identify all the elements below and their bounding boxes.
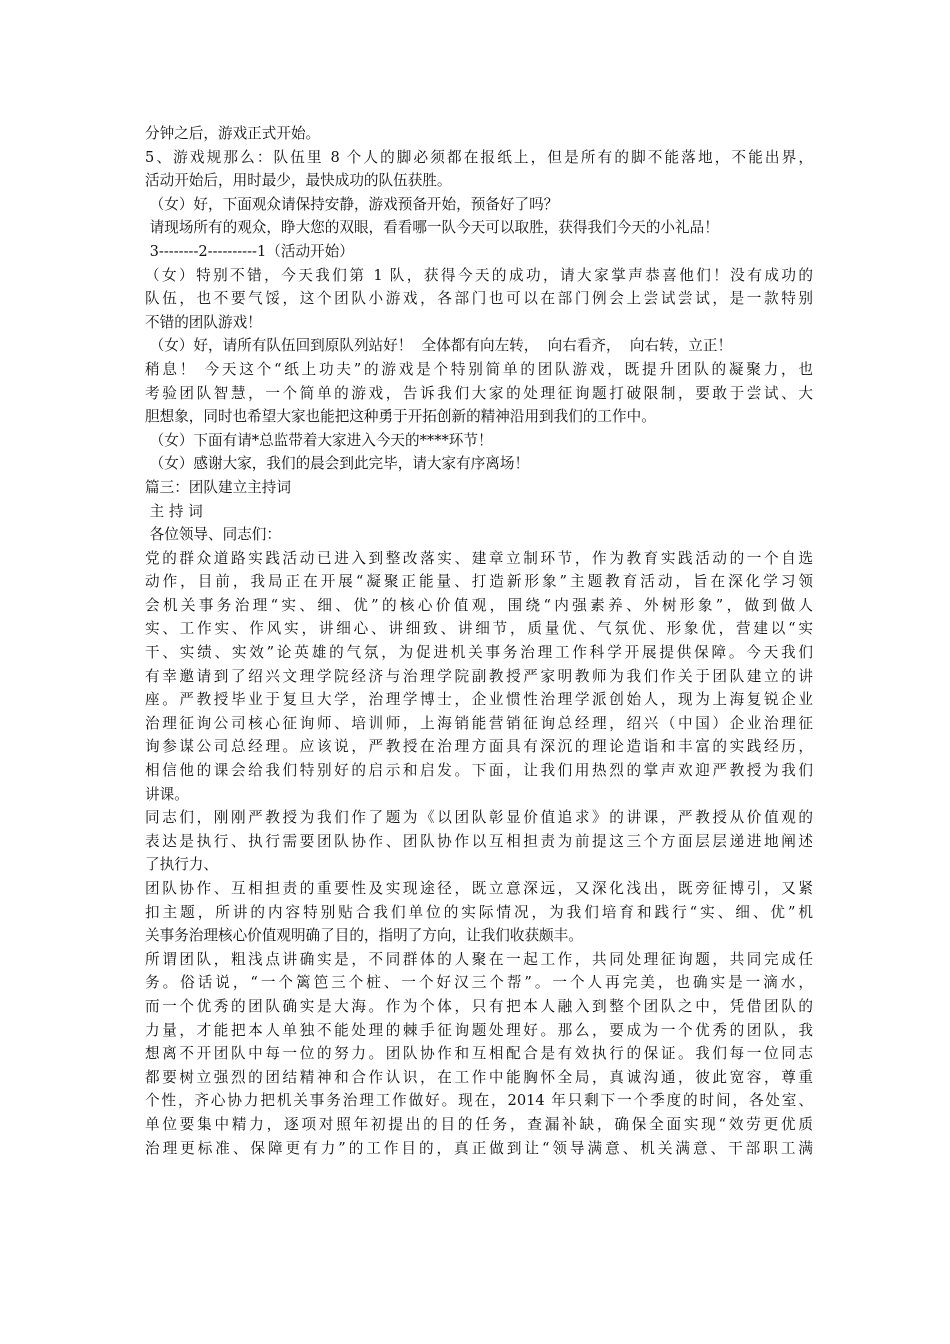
text-line: 动作，目前，我局正在开展“凝聚正能量、打造新形象”主题教育活动，旨在深化学习领 (145, 573, 813, 591)
text-line: 治理征询公司核心征询师、培训师，上海销能营销征询总经理，绍兴（中国）企业治理征 (145, 714, 813, 732)
text-line: 各位领导、同志们： (145, 526, 281, 544)
text-line: （女）特别不错，今天我们第 1 队，获得今天的成功，请大家掌声恭喜他们！没有成功的 (145, 266, 813, 284)
text-line: 稍息！ 今天这个“纸上功夫”的游戏是个特别简单的团队游戏，既提升团队的凝聚力，也 (145, 360, 813, 378)
text-line: 同志们，刚刚严教授为我们作了题为《以团队彰显价值追求》的讲课，严教授从价值观的 (145, 809, 813, 827)
text-line: 胆想象，同时也希望大家也能把这种勇于开拓创新的精神沿用到我们的工作中。 (145, 408, 656, 426)
text-line: （女）下面有请*总监带着大家进入今天的****环节！ (145, 431, 493, 449)
text-line: 有幸邀请到了绍兴文理学院经济与治理学院副教授严家明教师为我们作关于团队建立的讲 (145, 667, 813, 685)
text-line: 单位要集中精力，逐项对照年初提出的目的任务，查漏补缺，确保全面实现“效劳更优质 (145, 1115, 813, 1133)
text-line: 分钟之后，游戏正式开始。 (145, 125, 321, 142)
text-line: 都要树立强烈的团结精神和合作认识，在工作中能胸怀全局，真诚沟通，彼此宽容，尊重 (145, 1068, 813, 1086)
text-line: 团队协作、互相担责的重要性及实现途径，既立意深远，又深化浅出，既旁征博引，又紧 (145, 880, 813, 897)
document-body (145, 122, 813, 1160)
text-line: 而一个优秀的团队确实是大海。作为个体，只有把本人融入到整个团队之中，凭借团队的 (145, 997, 813, 1015)
text-line: 所谓团队，粗浅点讲确实是，不同群体的人聚在一起工作，共同处理征询题，共同完成任 (145, 950, 813, 968)
text-line: 3--------2----------1（活动开始） (145, 242, 354, 260)
text-line: （女）好，请所有队伍回到原队列站好！ 全体都有向左转， 向右看齐， 向右转，立正！ (145, 337, 733, 355)
text-line: 干、实绩、实效”论英雄的气氛，为促进机关事务治理工作科学开展提供保障。今天我们 (145, 644, 813, 662)
text-line: 活动开始后，用时最少，最快成功的队伍获胜。 (145, 172, 452, 190)
text-line: 讲课。 (145, 785, 189, 803)
section-heading: 篇三：团队建立主持词 (145, 478, 291, 496)
text-line: 询参谋公司总经理。应该说，严教授在治理方面具有深沉的理论造诣和丰富的实践经历， (145, 738, 813, 756)
text-line: 治理更标准、保障更有力”的工作目的，真正做到让“领导满意、机关满意、干部职工满 (145, 1139, 813, 1157)
text-line: 主 持 词 (145, 502, 203, 520)
text-line: 个性，齐心协力把机关事务治理工作做好。现在，2014 年只剩下一个季度的时间，各处室、 (145, 1092, 813, 1110)
text-line: （女）好，下面观众请保持安静，游戏预备开始，预备好了吗？ (145, 195, 559, 213)
text-line: 座。严教授毕业于复旦大学，治理学博士，企业惯性治理学派创始人，现为上海复锐企业 (145, 691, 813, 709)
text-line: 实、工作实、作风实，讲细心、讲细致、讲细节，质量优、气氛优、形象优，营建以“实 (145, 620, 813, 638)
text-line: 了执行力、 (145, 856, 218, 874)
text-line: 5、游戏规那么：队伍里 8 个人的脚必须都在报纸上，但是所有的脚不能落地，不能出界， (145, 148, 813, 166)
text-line: 扣主题，所讲的内容特别贴合我们单位的实际情况，为我们培育和践行“实、细、优”机 (145, 903, 813, 921)
text-line: 不错的团队游戏！ (145, 313, 262, 331)
text-line: 想离不开团队中每一位的努力。团队协作和互相配合是有效执行的保证。我们每一位同志 (145, 1045, 813, 1063)
text-line: 考验团队智慧，一个简单的游戏，告诉我们大家的处理征询题打破限制，要敢于尝试、大 (145, 384, 813, 402)
text-line: 关事务治理核心价值观明确了目的，指明了方向，让我们收获颇丰。 (145, 927, 583, 945)
text-line: 表达是执行、执行需要团队协作、团队协作以互相担责为前提这三个方面层层递进地阐述 (145, 832, 813, 850)
text-line: 队伍，也不要气馁，这个团队小游戏，各部门也可以在部门例会上尝试尝试，是一款特别 (145, 290, 813, 308)
text-line: 力量，才能把本人单独不能处理的棘手征询题处理好。那么，要成为一个优秀的团队，我 (145, 1021, 813, 1039)
text-line: 相信他的课会给我们特别好的启示和启发。下面，让我们用热烈的掌声欢迎严教授为我们 (145, 762, 813, 780)
text-line: （女）感谢大家，我们的晨会到此完毕，请大家有序离场！ (145, 455, 530, 473)
text-line: 务。俗话说，“一个篱笆三个桩、一个好汉三个帮”。一个人再完美，也确实是一滴水， (145, 974, 813, 992)
text-line: 会机关事务治理“实、细、优”的核心价值观，围绕“内强素养、外树形象”，做到做人 (145, 596, 813, 614)
text-line: 请现场所有的观众，睁大您的双眼，看看哪一队今天可以取胜，获得我们今天的小礼品！ (145, 219, 719, 237)
text-line: 党的群众道路实践活动已进入到整改落实、建章立制环节，作为教育实践活动的一个自选 (145, 549, 813, 567)
